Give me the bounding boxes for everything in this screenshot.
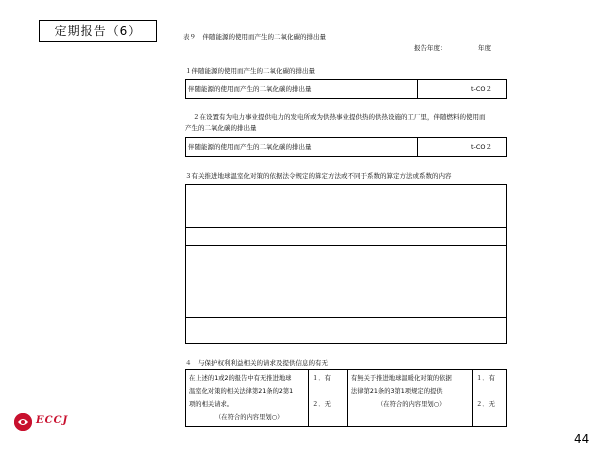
section3-content-box[interactable] <box>185 184 507 344</box>
section1-unit-field[interactable]: t-CO２ <box>470 85 492 93</box>
table-caption: 表９ 伴随能源的使用而产生的二氧化碳的排出量 <box>183 33 326 41</box>
section2-heading-line2: 产生的二氧化碳的排出量 <box>185 124 257 132</box>
section4-table <box>185 369 507 427</box>
section1-row <box>185 79 507 99</box>
page-number: 44 <box>574 432 590 446</box>
section4-right-question-line: 有無关于推进地球温暖化对策的依据 <box>351 375 452 382</box>
section3-row-divider <box>186 227 506 228</box>
section4-right-question <box>348 370 473 427</box>
section2-row-label: 伴随能源的使用而产生的二氧化碳的排出量 <box>186 138 418 156</box>
option-no[interactable]: ２．无 <box>312 401 331 408</box>
section4-left-question-line: 温室化对策的相关法律第21条的2第1 <box>189 388 294 395</box>
section4-right-question-line: 法律第21条的3第1项规定的提供 <box>351 388 443 395</box>
eccj-logo-icon <box>14 413 32 431</box>
section4-left-question-line: 在上述的1或2的报告中有无推进地球 <box>189 375 292 382</box>
section4-left-options <box>309 370 348 427</box>
section4-right-question-line: （在符合的内容里划○） <box>377 401 446 408</box>
eccj-logo-text: ECCJ <box>36 415 69 426</box>
report-year-label: 报告年度： <box>414 44 447 52</box>
option-yes[interactable]: １．有 <box>476 375 495 382</box>
section3-row-divider <box>186 317 506 318</box>
page-title-box: 定期报告（6） <box>39 20 157 42</box>
section3-row-divider <box>186 245 506 246</box>
section1-heading: １伴随能源的使用而产生的二氧化碳的排出量 <box>185 67 315 75</box>
section1-row-label: 伴随能源的使用而产生的二氧化碳的排出量 <box>186 80 418 98</box>
section4-right-options <box>473 370 507 427</box>
option-yes[interactable]: １．有 <box>312 375 331 382</box>
section3-heading: ３有关推进地球温室化对策的依据法令规定的算定方法或不同于系数的算定方法或系数的内容 <box>185 172 452 180</box>
report-year-unit: 年度 <box>478 44 491 52</box>
section4-left-question-line: 项的相关请求。 <box>189 401 234 408</box>
section2-heading-line1: ２在设置有为电力事业提供电力的发电所或为供热事业提供热的供热设施的工厂里，伴随燃料的使用而 <box>193 113 486 121</box>
section4-left-question <box>186 370 309 427</box>
section2-row <box>185 137 507 157</box>
section2-unit-field[interactable]: t-CO２ <box>470 143 492 151</box>
section4-left-question-line: （在符合的内容里划○） <box>215 414 284 421</box>
section4-heading: ４ 与保护权利利益相关的请求及提供信息的有无 <box>185 359 328 367</box>
option-no[interactable]: ２．无 <box>476 401 495 408</box>
